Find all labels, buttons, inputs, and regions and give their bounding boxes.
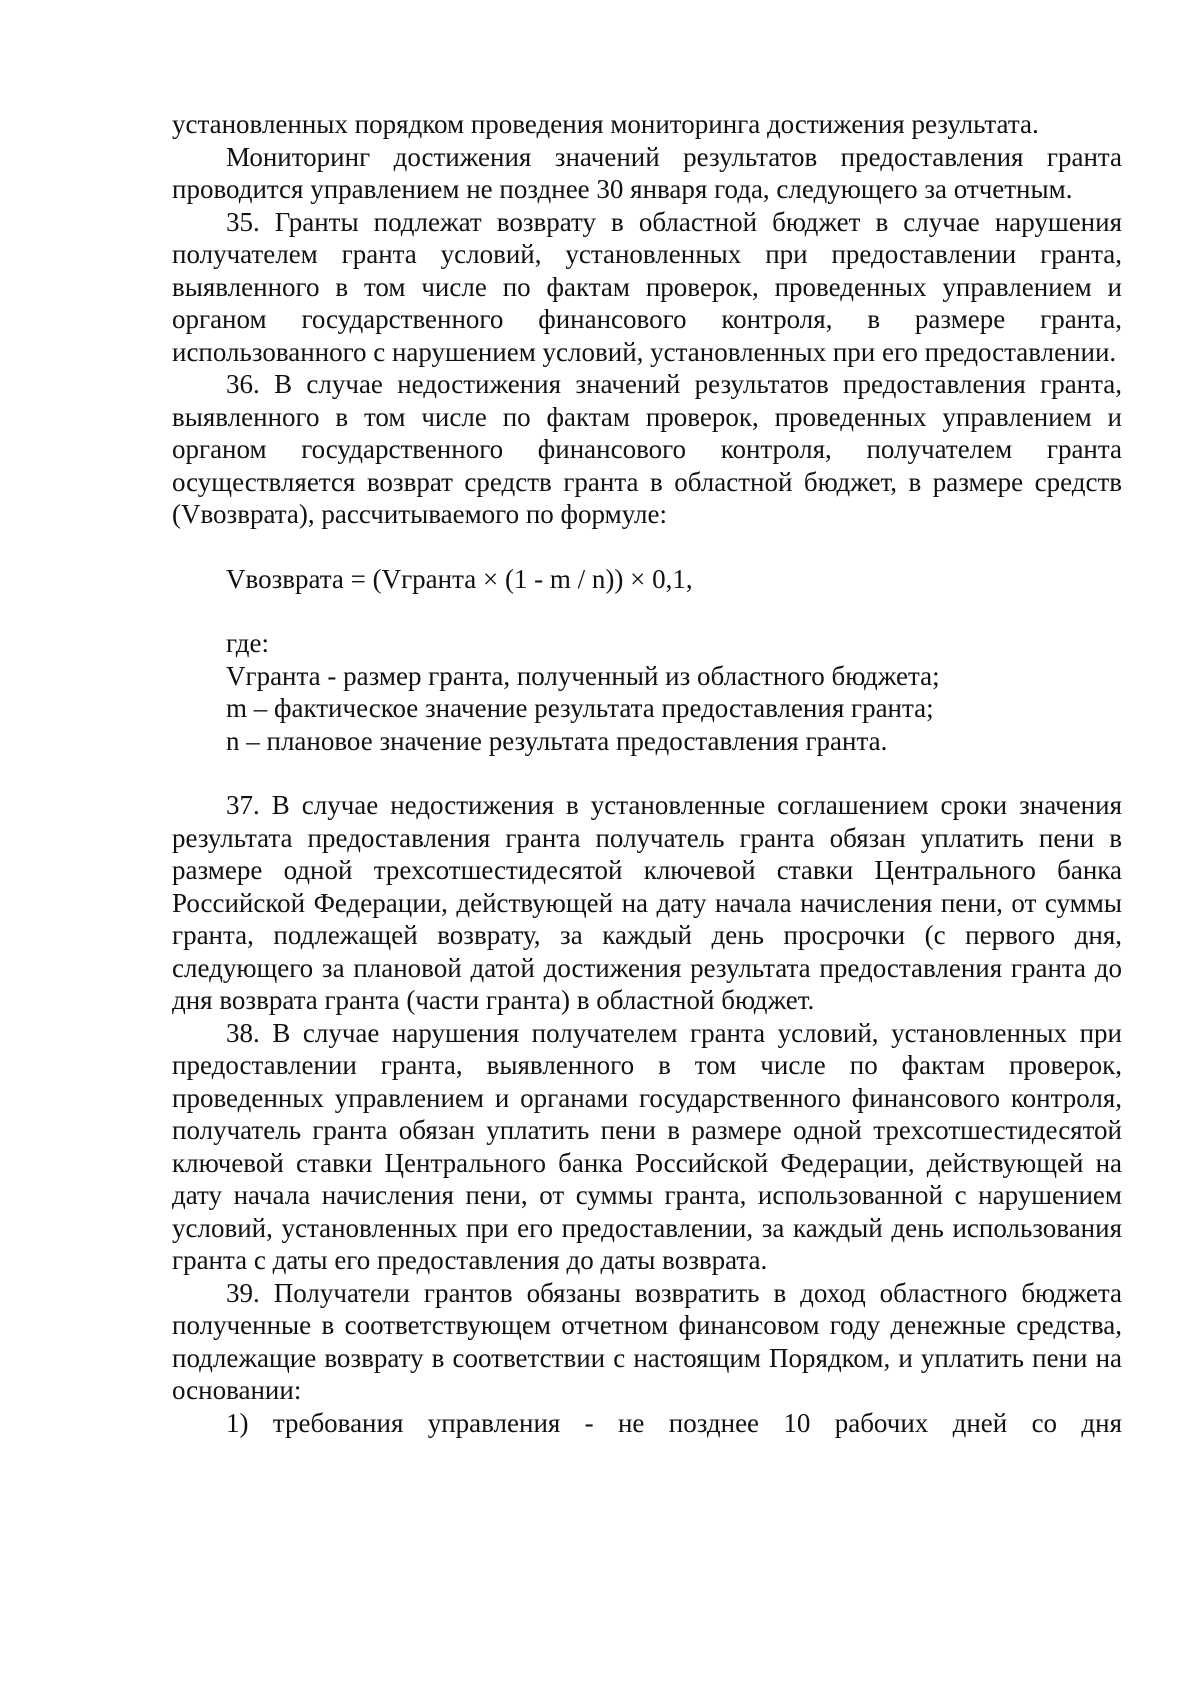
spacer	[172, 531, 1122, 563]
spacer	[172, 757, 1122, 789]
paragraph-38: 38. В случае нарушения получателем гранта условий, установленных при предоставлении гранта, выявленного в том числе по фактам проверок, проведенных управлением и органами государственного финансового контроля, получатель гранта обязан уплатить пени в размере одной трехсотшестидесятой ключевой ставки Центрального банка Российской Федерации, действующей на дату начала начисления пени, от суммы гранта, использованной с нарушением условий, установленных при его предоставлении, за каждый день использования гранта с даты его предоставления до даты возврата.	[172, 1017, 1122, 1275]
where-label: где:	[226, 628, 269, 658]
spacer	[172, 595, 1122, 627]
definition-v-grant: Vгранта - размер гранта, полученный из областного бюджета;	[226, 660, 940, 691]
paragraph-monitoring: Мониторинг достижения значений результатов предоставления гранта проводится управлением не позднее 30 января года, следующего за отчетным.	[172, 141, 1122, 204]
paragraph-37: 37. В случае недостижения в установленные соглашением сроки значения результата предоставления гранта получатель гранта обязан уплатить пени в размере одной трехсотшестидесятой ключевой ставки Центрального банка Российской Федерации, действующей на дату начала начисления пени, от суммы гранта, подлежащей возврату, за каждый день просрочки (с первого дня, следующего за плановой датой достижения результата предоставления гранта до дня возврата гранта (части гранта) в областной бюджет.	[172, 790, 1122, 1015]
definition-n: n – плановое значение результата предоставления гранта.	[226, 725, 888, 756]
definition-m: m – фактическое значение результата предоставления гранта;	[226, 693, 934, 723]
paragraph-39: 39. Получатели грантов обязаны возвратить в доход областного бюджета полученные в соответствующем отчетном финансовом году денежные средства, подлежащие возврату в соответствии с настоящим Порядком, и уплатить пени на основании:	[172, 1277, 1122, 1405]
paragraph-36: 36. В случае недостижения значений результатов предоставления гранта, выявленного в том числе по фактам проверок, проведенных управлением и органом государственного финансового контроля, получателем гранта осуществляется возврат средств гранта в областной бюджет, в размере средств (Vвозврата), рассчитываемого по формуле:	[172, 369, 1122, 529]
document-body	[172, 108, 1122, 1439]
paragraph-35: 35. Гранты подлежат возврату в областной бюджет в случае нарушения получателем гранта условий, установленных при предоставлении гранта, выявленного в том числе по фактам проверок, проведенных управлением и органом государственного финансового контроля, в размере гранта, использованного с нарушением условий, установленных при его предоставлении.	[172, 206, 1122, 367]
formula: Vвозврата = (Vгранта × (1 - m / n)) × 0,1,	[226, 563, 693, 594]
paragraph-continuation: установленных порядком проведения мониторинга достижения результата.	[172, 109, 1039, 139]
paragraph-39-item-1: 1) требования управления - не позднее 10 рабочих дней со дня	[226, 1407, 1122, 1438]
